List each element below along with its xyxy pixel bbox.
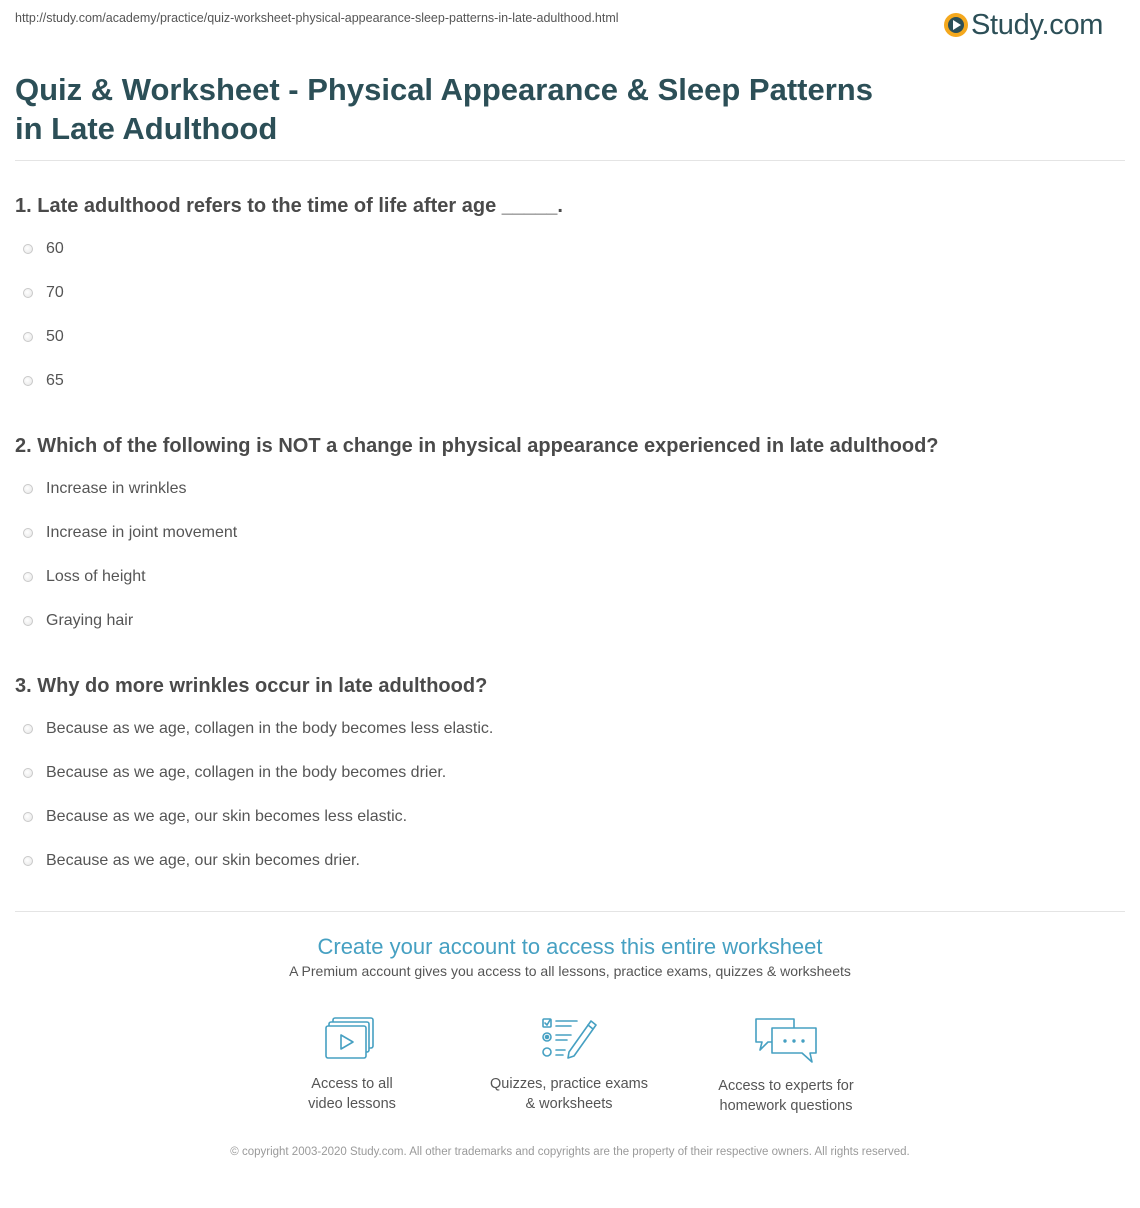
page-url: http://study.com/academy/practice/quiz-worksheet-physical-appearance-sleep-patterns-in-late-adulthood.html — [15, 11, 619, 25]
question-text: 1. Late adulthood refers to the time of life after age _____. — [15, 195, 563, 217]
radio-button[interactable] — [23, 856, 33, 866]
question-3 — [15, 671, 1115, 869]
question-text: 2. Which of the following is NOT a change in physical appearance experienced in late adulthood? — [15, 435, 939, 457]
answer-option[interactable] — [23, 804, 407, 830]
radio-button[interactable] — [23, 768, 33, 778]
answer-option[interactable] — [23, 280, 64, 306]
answer-label: 50 — [46, 328, 64, 345]
feature-label-line: Access to all — [311, 1076, 393, 1092]
question-text: 3. Why do more wrinkles occur in late adulthood? — [15, 675, 488, 697]
play-circle-logo-icon — [944, 13, 968, 37]
radio-button[interactable] — [23, 528, 33, 538]
title-divider — [15, 160, 1125, 161]
premium-cta — [0, 933, 1140, 979]
answer-label: Because as we age, our skin becomes less elastic. — [46, 808, 408, 825]
answer-option[interactable] — [23, 760, 446, 786]
feature-label — [691, 1076, 881, 1116]
create-account-link[interactable]: Create your account to access this entire worksheet — [317, 934, 823, 959]
answer-label: Because as we age, our skin becomes drier. — [46, 852, 360, 869]
answer-option[interactable] — [23, 476, 187, 502]
feature-label-line: & worksheets — [525, 1096, 613, 1112]
feature-label — [257, 1074, 447, 1114]
radio-button[interactable] — [23, 812, 33, 822]
answer-option[interactable] — [23, 564, 146, 590]
answer-option[interactable] — [23, 236, 64, 262]
logo-text: Study.com — [971, 8, 1104, 41]
answer-option[interactable] — [23, 608, 133, 634]
radio-button[interactable] — [23, 376, 33, 386]
answer-label: 65 — [46, 372, 64, 389]
answer-option[interactable] — [23, 324, 64, 350]
answer-label: Because as we age, collagen in the body becomes drier. — [46, 764, 447, 781]
feature-video-lessons — [257, 1016, 447, 1114]
answer-option[interactable] — [23, 716, 493, 742]
feature-label-line: homework questions — [719, 1098, 853, 1114]
answer-label: Because as we age, collagen in the body becomes less elastic. — [46, 720, 494, 737]
feature-label-line: Access to experts for — [718, 1078, 854, 1094]
chat-bubbles-icon — [754, 1016, 818, 1064]
study-logo[interactable] — [944, 8, 1103, 42]
radio-button[interactable] — [23, 724, 33, 734]
feature-label — [474, 1074, 664, 1114]
feature-label-line: Quizzes, practice exams — [490, 1076, 648, 1092]
video-lessons-icon — [325, 1016, 379, 1062]
copyright-notice: © copyright 2003-2020 Study.com. All other trademarks and copyrights are the property of their respective owners. All rights reserved. — [230, 1146, 910, 1158]
radio-button[interactable] — [23, 572, 33, 582]
question-1 — [15, 191, 1115, 389]
answer-label: Increase in wrinkles — [46, 480, 187, 497]
radio-button[interactable] — [23, 616, 33, 626]
feature-experts — [691, 1016, 881, 1116]
radio-button[interactable] — [23, 332, 33, 342]
radio-button[interactable] — [23, 288, 33, 298]
radio-button[interactable] — [23, 244, 33, 254]
answer-option[interactable] — [23, 368, 64, 394]
cta-divider — [15, 911, 1125, 912]
answer-label: Loss of height — [46, 568, 146, 585]
answer-label: 60 — [46, 240, 64, 257]
question-2 — [15, 431, 1115, 629]
quiz-checklist-icon — [541, 1016, 597, 1062]
answer-label: Increase in joint movement — [46, 524, 238, 541]
answer-label: 70 — [46, 284, 64, 301]
radio-button[interactable] — [23, 484, 33, 494]
answer-label: Graying hair — [46, 612, 134, 629]
feature-label-line: video lessons — [308, 1096, 396, 1112]
feature-quizzes — [474, 1016, 664, 1114]
page-title: Quiz & Worksheet - Physical Appearance & Sleep Patterns in Late Adulthood — [15, 72, 873, 146]
answer-option[interactable] — [23, 520, 237, 546]
cta-subtitle: A Premium account gives you access to all lessons, practice exams, quizzes & worksheets — [289, 963, 851, 979]
answer-option[interactable] — [23, 848, 360, 874]
